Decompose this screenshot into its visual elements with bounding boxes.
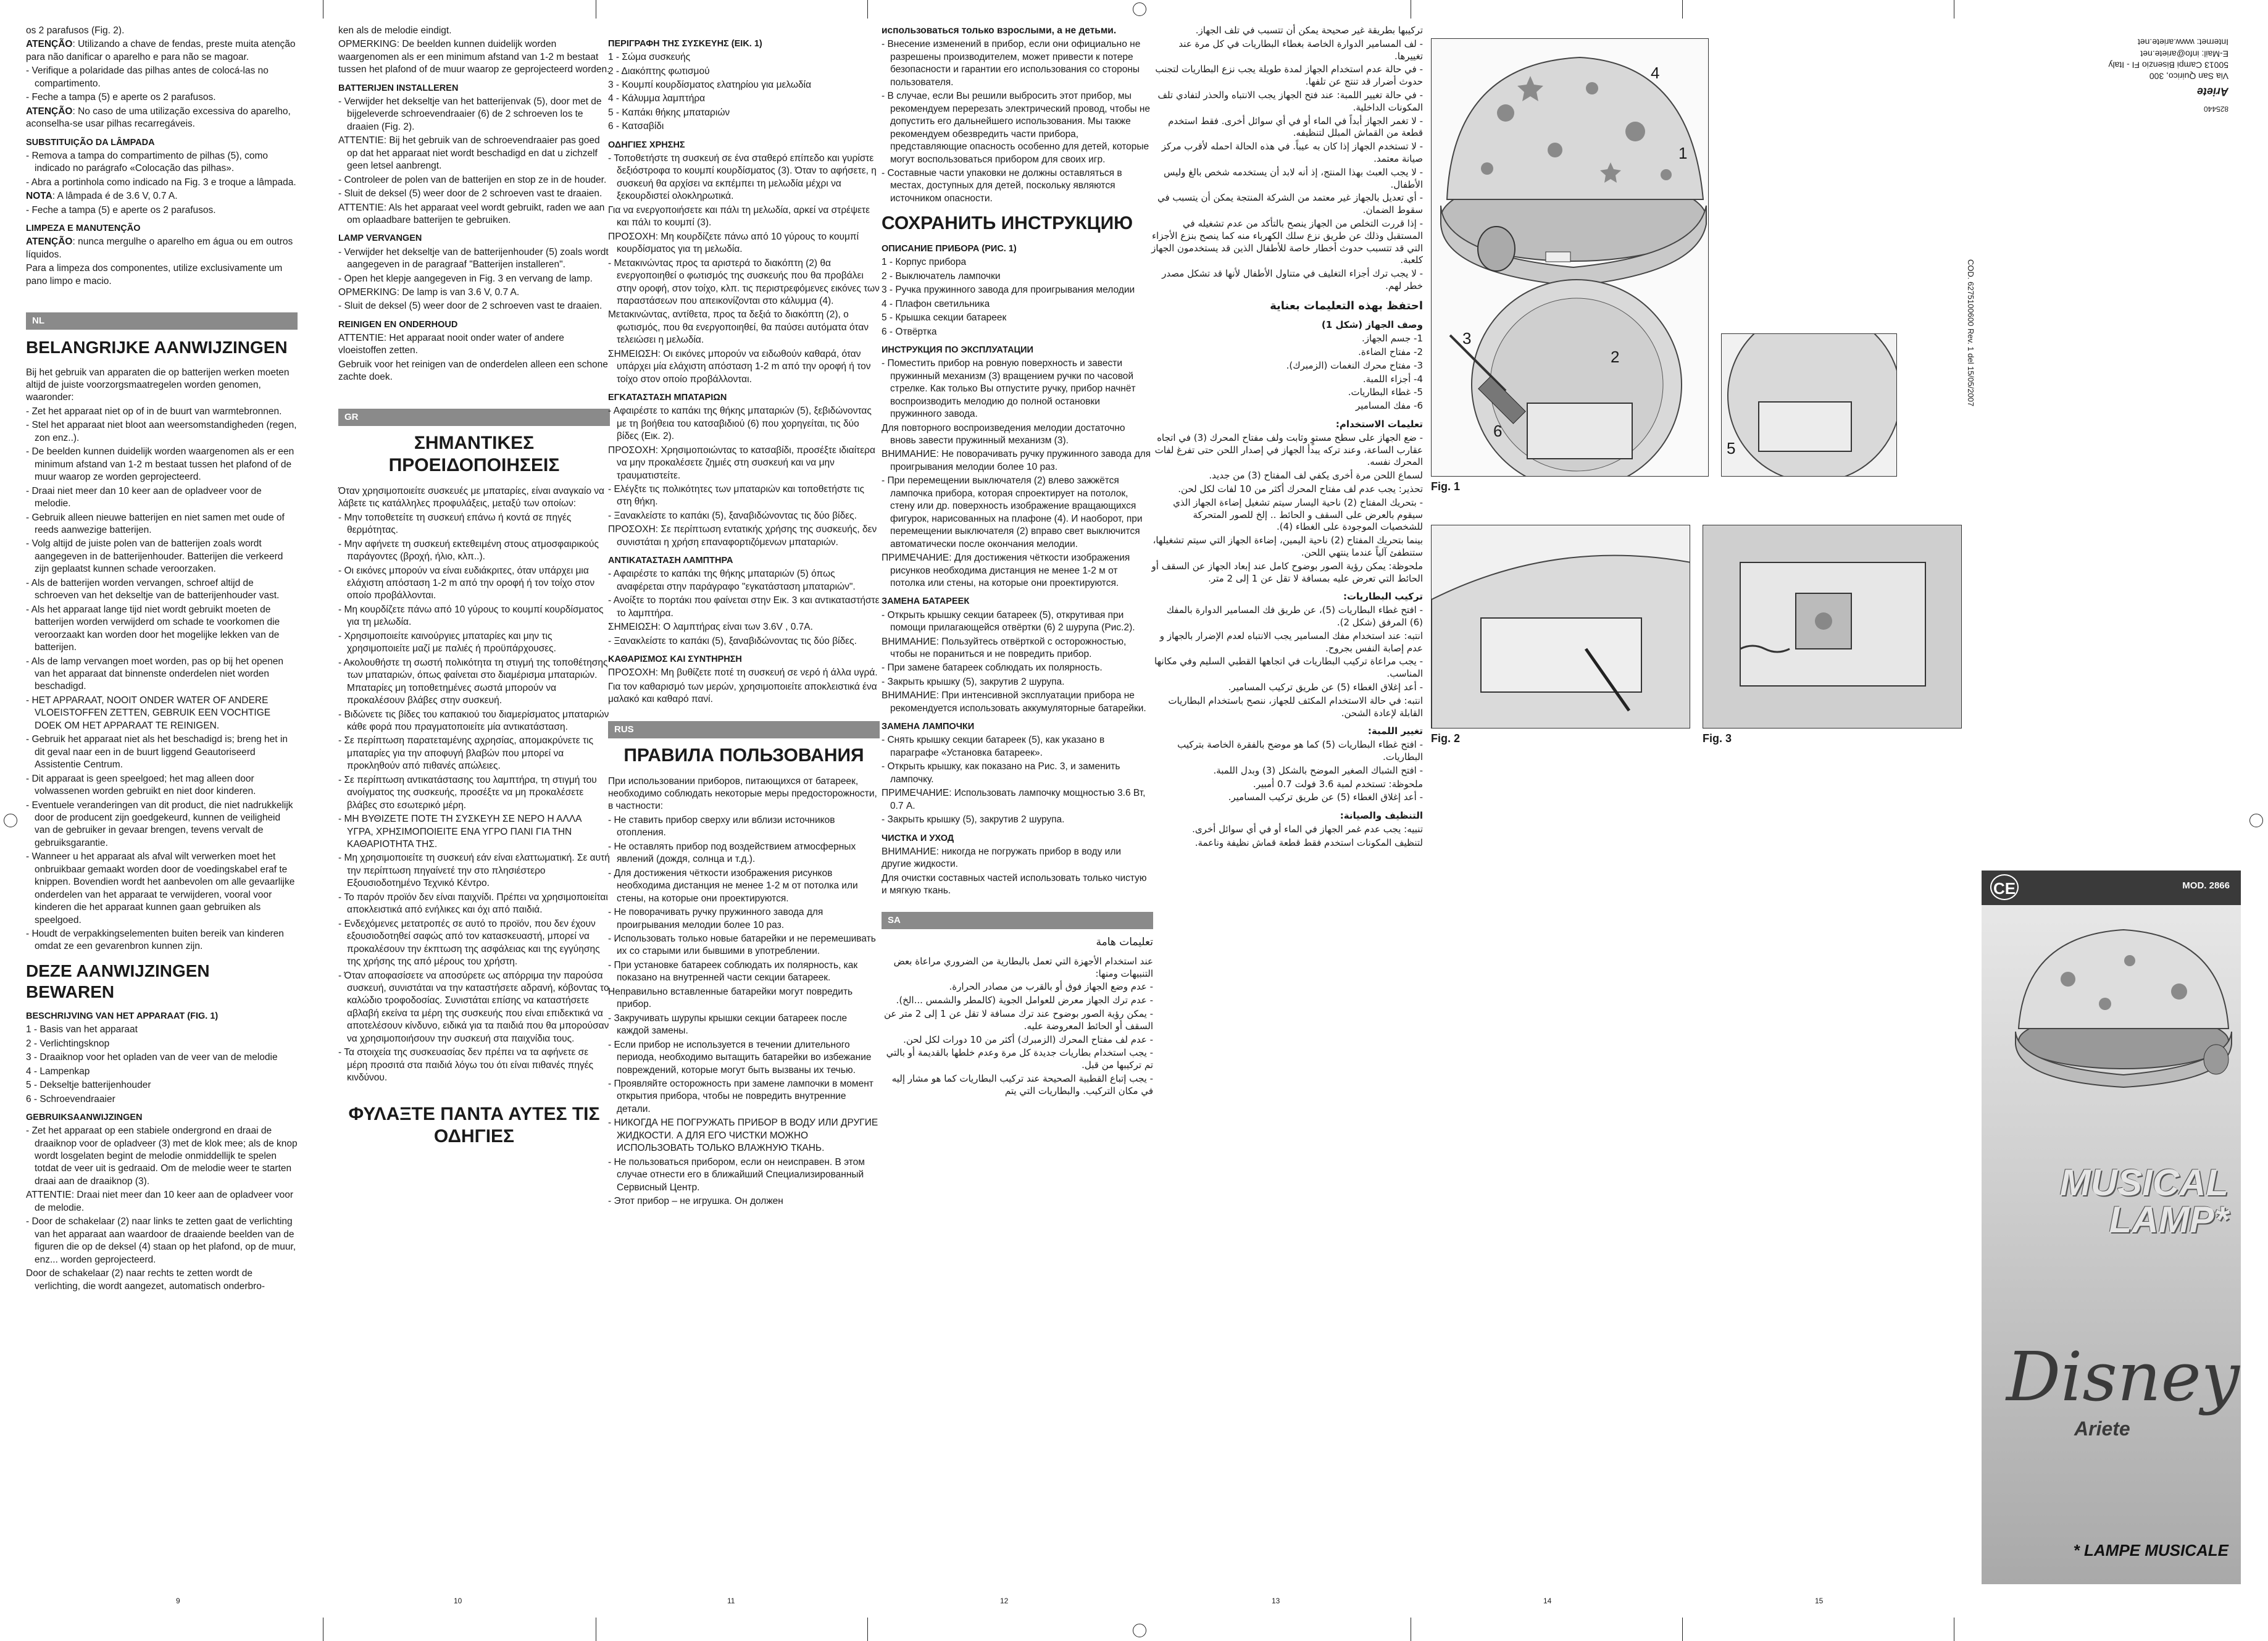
list-item: - في حالة عدم استخدام الجهاز لمدة طويلة يجب نزع البطاريات لتجنب حدوث أضرار قد تنتج عن تلفها. <box>1155 64 1423 88</box>
page-number: 9 <box>176 1597 180 1605</box>
sa-clean-1: تنبيه: يجب عدم غمر الجهاز في الماء أو في أي سوائل أخرى. <box>1192 823 1423 835</box>
list-item: 6 - Отвёртка <box>882 326 937 337</box>
ru-warnings-cont <box>882 38 1153 205</box>
list-item: - بتحريك المفتاح (2) ناحية اليسار سيتم تشغيل إضاءة الجهاز الذي سيقوم بالعرض على السقف و الحائط .. إلخ للصور المتحركة للشخصيات الموجودة على الغطاء (4). <box>1173 496 1423 533</box>
gr-intro: Όταν χρησιμοποιείτε συσκευές με μπαταρίες, είναι αναγκαίο να λάβετε τις κατάλληλες προφυλάξεις, μεταξύ των οποίων: <box>338 485 604 509</box>
crop-mark <box>1682 0 1683 19</box>
page-number: 15 <box>1815 1597 1824 1605</box>
pt-bullet: - Feche a tampa (5) e aperte os 2 parafusos. <box>26 204 216 215</box>
list-item: ΠΡΟΣΟΧΗ: Μη κουρδίζετε πάνω από 10 γύρους το κουμπί κουρδίσματος για τη μελωδία. <box>608 231 859 255</box>
ru-heading-bat: ЗАМЕНА БАТАРЕЕК <box>882 596 970 607</box>
list-item: 4 - Плафон светильника <box>882 298 990 309</box>
nl-heading-clean: REINIGEN EN ONDERHOUD <box>338 319 458 330</box>
gr-warnings-list <box>338 512 610 1085</box>
list-item: - Als de batterijen worden vervangen, schroef altijd de schroeven van het dekseltje van de batterijenhouder vast. <box>26 577 280 601</box>
list-item: - عدم لف مفتاح المحرك (الزمبرك) أكثر من 10 دورات لكل لحن. <box>903 1033 1153 1045</box>
list-item: - أعد إغلاق الغطاء (5) عن طريق تركيب المسامير. <box>1228 791 1423 803</box>
list-item: ATTENTIE: Bij het gebruik van de schroevendraaier pas goed op dat het apparaat niet wordt beschadigd en dat u zichzelf geen letsel aanbrengt. <box>338 135 600 172</box>
list-item: - Этот прибор – не игрушка. Он должен <box>608 1196 783 1207</box>
sa-use-list <box>1151 432 1423 585</box>
list-item: - في حالة تغيير اللمبة: عند فتح الجهاز يجب الانتباه والحذر لتفادي تلف المكونات الداخلية. <box>1157 89 1423 113</box>
list-item: - يمكن رؤية الصور بوضوح عند ترك مسافة لا تقل عن 1 إلى 2 متر عن السقف أو الحائط المعروضة عليه. <box>884 1008 1153 1032</box>
ru-intro: При использовании приборов, питающихся от батареек, необходимо соблюдать некоторые меры предосторожности, в частности: <box>608 775 877 812</box>
list-item: 3 - Κουμπί κουρδίσματος ελατηρίου για μελωδία <box>608 80 812 91</box>
list-item: - Door de schakelaar (2) naar links te zetten gaat de verlichting van het apparaat aan waardoor de draaiende beelden van de figuren die op de deksel (4) staan op het plafond, op de muur, enz... worden geprojecteerd. <box>26 1216 296 1265</box>
list-item: ملحوظة: تستخدم لمبة 3.6 فولت 0.7 أمبير. <box>1253 778 1423 790</box>
list-item: Для повторного воспроизведения мелодии достаточно вновь завести пружинный механизм (3). <box>882 422 1125 446</box>
list-item: 1 - Корпус прибора <box>882 257 967 268</box>
list-item: - Zet het apparaat niet op of in de buurt van warmtebronnen. <box>26 406 282 417</box>
registration-mark <box>1133 2 1146 16</box>
list-item: - Verwijder het dekseltje van de batterijenhouder (5) zoals wordt aangegeven in de paragraaf "Batterijen installeren". <box>338 246 609 270</box>
callout-1: 1 <box>1678 144 1688 162</box>
product-title <box>2060 1164 2228 1238</box>
callout-5: 5 <box>1727 439 1736 457</box>
list-item: - افتح غطاء البطاريات (5) كما هو موضح بالفقرة الخاصة بتركيب البطاريات. <box>1177 739 1423 762</box>
list-item: ВНИМАНИЕ: Пользуйтесь отвёрткой с осторожностью, чтобы не пораниться и не повредить прибор. <box>882 636 1127 659</box>
list-item: 3 - Draaiknop voor het opladen van de veer van de melodie <box>26 1052 278 1063</box>
gr-bat-list <box>608 405 880 549</box>
list-item: 6 - Schroevendraaier <box>26 1093 115 1104</box>
list-item: - Для достижения чёткости изображения рисунков необходима дистанция не менее 1-2 м от потолка или стены, на которые они проектируются. <box>608 867 858 904</box>
pt-bullet: - Remova a tampa do compartimento de pilhas (5), como indicado no parágrafo «Colocação das pilhas». <box>26 150 268 174</box>
list-item: - ΜΗ ΒΥΘΙΖΕΤΕ ΠΟΤΕ ΤΗ ΣΥΣΚΕΥΗ ΣΕ ΝΕΡΟ Η ΑΛΛΑ ΥΓΡΑ, ΧΡΗΣΙΜΟΠΟΙΕΙΤΕ ΕΝΑ ΥΓΡΟ ΠΑΝΙ ΓΙΑ ΤΗΝ ΚΑΘΑΡΙΟΤΗΤΑ ΤΗΣ. <box>338 814 582 850</box>
title-line-1: MUSICAL <box>2059 1162 2228 1203</box>
column-nl-gr <box>338 25 610 1156</box>
list-item: - Σε περίπτωση παρατεταμένης αχρησίας, απομακρύνετε τις μπαταρίες για την αποφυγή βλαβών που μπορεί να προκληθούν από πιθανές απώλειες. <box>338 735 594 772</box>
gr-clean-2: Για τον καθαρισμό των μερών, χρησιμοποιείτε αποκλειστικά ένα μαλακό και καθαρό πανί. <box>608 681 877 705</box>
list-item: - Οι εικόνες μπορούν να είναι ευδιάκριτες, όταν υπάρχει μια ελάχιστη απόσταση 1-2 m από την οροφή ή τον τοίχο στον οποίο προβάλλονται. <box>338 565 595 601</box>
nl-clean-2: Gebruik voor het reinigen van de onderdelen alleen een schone zachte doek. <box>338 359 608 383</box>
list-item: - Gebruik alleen nieuwe batterijen en niet samen met oude of reeds aanwezige batterijen. <box>26 512 285 535</box>
list-item: ATTENTIE: Als het apparaat veel wordt gebruikt, raden we aan om oplaadbare batterijen te gebruiken. <box>338 202 605 226</box>
print-code: 825440 <box>2203 104 2228 114</box>
list-item: 5 - Крышка секции батареек <box>882 312 1007 324</box>
list-item: - Ενδεχόμενες μετατροπές σε αυτό το προϊόν, που δεν έχουν εξουσιοδοτηθεί σαφώς από τον κατασκευαστή, μπορεί να προκαλέσουν την έκπτωση της ασφάλειας και της εγγύησης της χρήσης της από μέρους του χρήστη. <box>338 918 600 967</box>
model-number: MOD. 2866 <box>2182 880 2230 891</box>
ce-mark: CE <box>1990 874 2019 900</box>
ru-bat-list <box>882 609 1153 716</box>
list-item: - Μη κουρδίζετε πάνω από 10 γύρους το κουμπί κουρδίσματος για τη μελωδία. <box>338 604 604 628</box>
nl-heading-lamp: LAMP VERVANGEN <box>338 233 422 244</box>
list-item: 5- غطاء البطاريات. <box>1348 386 1423 398</box>
list-item: - Не поворачивать ручку пружинного завода для проигрывания мелодии более 10 раз. <box>608 907 823 930</box>
list-item: 2 - Διακόπτης φωτισμού <box>608 65 710 77</box>
list-item: - Αφαιρέστε το καπάκι της θήκης μπαταριών (5), ξεβιδώνοντας με τη βοήθεια του κατσαβιδιού (6) που χορηγείται, τις δύο βίδες (Εικ. 2). <box>608 406 872 442</box>
ru-heading-desc: ОПИСАНИЕ ПРИБОРА (РИС. 1) <box>882 244 1017 254</box>
sa-warnings-cont <box>1151 25 1423 293</box>
nl-heading-desc: BESCHRIJVING VAN HET APPARAAT (FIG. 1) <box>26 1011 219 1022</box>
figure-1-bottom-view <box>1721 333 1897 477</box>
list-item: - Закрыть крышку (5), закрутив 2 шурупа. <box>882 676 1065 687</box>
pt-note: NOTA: A lâmpada é de 3.6 V, 0.7 A. <box>26 191 178 202</box>
nl-intro: Bij het gebruik van apparaten die op batterijen werken moeten altijd de juiste voorzorgsmaatregelen worden genomen, waaronder: <box>26 367 290 403</box>
list-item: - Μετακινώντας προς τα αριστερά το διακόπτη (2) θα ενεργοποιηθεί ο φωτισμός της συσκευής που θα προβάλει στην οροφή, στον τοίχο, κλπ. τις περιστρεφόμενες εικόνες των παραστάσεων που απεικονίζονται στο κάλυμμα (4). <box>608 257 880 306</box>
pt-bullet: - Verifique a polaridade das pilhas antes de colocá-las no compartimento. <box>26 65 269 89</box>
list-item: - Βιδώνετε τις βίδες του καπακιού του διαμερίσματος μπαταριών κάθε φορά που πραγματοποιείτε μία αντικατάσταση. <box>338 709 609 732</box>
list-item: - Открыть крышку, как показано на Рис. 3, и заменить лампочку. <box>882 761 1120 785</box>
pt-intro: os 2 parafusos (Fig. 2). <box>26 25 125 36</box>
fig1-label: Fig. 1 <box>1431 480 1461 493</box>
title-line-2: LAMP* <box>2109 1199 2228 1240</box>
list-item: ATTENTIE: Draai niet meer dan 10 keer aan de opladveer voor de melodie. <box>26 1190 294 1213</box>
page-number: 11 <box>727 1597 735 1605</box>
list-item: - Поместить прибор на ровную поверхность и завести пружинный механизм (3) вращением ручки по часовой стрелке. Как только Вы отпустите ручку, прибор начнёт воспроизводить мелодию до полной остановки пружинного завода. <box>882 358 1136 420</box>
pt-heading-clean: LIMPEZA E MANUTENÇÃO <box>26 223 141 234</box>
list-item: - Volg altijd de juiste polen van de batterijen zoals wordt aangegeven in de batterijenhouder. Batterijen die verkeerd zijn geplaatst kunnen schade veroorzaken. <box>26 538 283 575</box>
ru-clean-1: ВНИМАНИЕ: никогда не погружать прибор в воду или другие жидкости. <box>882 846 1122 870</box>
callout-3: 3 <box>1462 329 1472 348</box>
page-number: 13 <box>1272 1597 1280 1605</box>
nl-bat-list <box>338 96 610 227</box>
ru-title: ПРАВИЛА ПОЛЬЗОВАНИЯ <box>623 745 864 766</box>
sa-clean-2: لتنظيف المكونات استخدم فقط قطعة قماش نظيفة وناعمة. <box>1194 837 1423 848</box>
callout-6: 6 <box>1493 422 1503 440</box>
list-item: لسماع اللحن مرة أخرى يكفي لف المفتاح (3) من جديد. <box>1209 470 1423 482</box>
list-item: - لا تغمر الجهاز أبداً في الماء أو في أي سوائل أخرى. فقط استخدم قطعة من القماش المبلل لتنظيفه. <box>1168 115 1423 139</box>
crop-mark <box>867 1618 868 1641</box>
sa-bat-list <box>1151 604 1423 719</box>
list-item: - Τοποθετήστε τη συσκευή σε ένα σταθερό επίπεδο και γυρίστε δεξιόστροφα το κουμπί κουρδίσματος (3). Όταν το αφήσετε, η συσκευή θα αρχίσει να εκπέμπει τη μελωδία μέχρι να ξεκουρδιστεί ολοκληρωτικά. <box>608 152 877 202</box>
list-item: ПРИМЕЧАНИЕ: Использовать лампочку мощностью 3.6 Вт, 0.7 А. <box>882 788 1146 811</box>
list-item: ΠΡΟΣΟΧΗ: Χρησιμοποιώντας το κατσαβίδι, προσέξτε ιδιαίτερα να μην προκαλέσετε ζημιές στη συσκευή και να μην τραυματιστείτε. <box>608 445 875 481</box>
list-item: ВНИМАНИЕ: Не поворачивать ручку пружинного завода для проигрывания мелодии более 10 раз. <box>882 449 1151 472</box>
nl-cont: ken als de melodie eindigt. <box>338 25 452 36</box>
list-item: - Открыть крышку секции батареек (5), открутивая при помощи прилагающейся отвёртки (6) 2 шурупа (Рис.2). <box>882 609 1135 633</box>
sa-heading-desc: وصف الجهاز (شكل 1) <box>1321 319 1423 331</box>
list-item: - Sluit de deksel (5) weer door de 2 schroeven vast te draaien. <box>338 301 602 312</box>
registration-mark <box>1133 1624 1146 1637</box>
nl-note: OPMERKING: De beelden kunnen duidelijk worden waargenomen als er een minimum afstand van 1-2 m bestaat tussen het plafond of de muur waarop ze geprojecteerd worden. <box>338 39 610 75</box>
figure-1 <box>1431 38 1709 477</box>
figure-3 <box>1703 525 1962 729</box>
gr-lamp-list <box>608 568 880 648</box>
nl-warnings-list <box>26 406 298 953</box>
pt-bullet: - Abra a portinhola como indicado na Fig. 3 e troque a lâmpada. <box>26 177 296 188</box>
gr-heading-use: ΟΔΗΓΙΕΣ ΧΡΗΣΗΣ <box>608 140 685 150</box>
column-sa <box>1151 25 1423 851</box>
pt-attention-1: ATENÇÃO: Utilizando a chave de fendas, preste muita atenção para não danificar o aparelho e para não se magoar. <box>26 39 296 62</box>
gr-language-tag: GR <box>338 409 610 426</box>
list-item: Μετακινώντας, αντίθετα, προς τα δεξιά το διακόπτη (2), ο φωτισμός, που θα ενεργοποιηθεί, θα παύσει αυτόματα όταν τελειώσει η μελωδία. <box>608 309 869 346</box>
imprint-block <box>2056 37 2228 114</box>
column-pt-nl <box>26 25 298 1294</box>
list-item: - ضع الجهاز على سطح مستوٍ وثابت ولف مفتاح المحرك (3) في اتجاه عقارب الساعة، وعند تركه يبدأ الجهاز في إصدار اللحن حتى تفرغ لفات المحرك نفسه. <box>1154 432 1423 468</box>
nl-title: BELANGRIJKE AANWIJZINGEN <box>26 337 288 357</box>
list-item: - Μην τοποθετείτε τη συσκευή επάνω ή κοντά σε πηγές θερμότητας. <box>338 512 572 536</box>
list-item: 4 - Lampenkap <box>26 1066 90 1077</box>
list-item: - لا يجب العبث بهذا المنتج، إذ أنه لابد أن يستخدمه شخص بالغ وليس الأطفال. <box>1163 166 1423 190</box>
list-item: - При установке батареек соблюдать их полярность, как показано на внутренней части секции батареек. <box>608 959 858 983</box>
nl-lamp-list <box>338 246 610 313</box>
lampe-musicale: * LAMPE MUSICALE <box>2073 1541 2228 1560</box>
ru-heading-clean: ЧИСТКА И УХОД <box>882 833 954 843</box>
list-item: - عدم وضع الجهاز فوق أو بالقرب من مصادر الحرارة. <box>949 981 1153 993</box>
list-item: - لا تستخدم الجهاز إذا كان به عيباً. في هذه الحالة احمله لأقرب مركز صيانة معتمد. <box>1161 141 1423 164</box>
list-item: Неправильно вставленные батарейки могут повредить прибор. <box>608 986 853 1010</box>
list-item: - Не пользоваться прибором, если он неисправен. В этом случае отнести его в ближайший Специализированный Сервисный Центр. <box>608 1156 865 1193</box>
address-3: E-Mail: info@ariete.net <box>2140 49 2228 59</box>
gr-heading-lamp: ΑΝΤΙΚΑΤΑΣΤΑΣΗ ΛΑΜΠΤΗΡΑ <box>608 556 733 566</box>
nl-language-tag: NL <box>26 312 298 330</box>
gr-heading-bat: ΕΓΚΑΤΑΣΤΑΣΗ ΜΠΑΤΑΡΙΩΝ <box>608 393 727 403</box>
sa-lamp-list <box>1151 739 1423 804</box>
column-ru-sa <box>882 25 1153 1099</box>
ariete-logo: Ariete <box>2074 1418 2130 1440</box>
list-item: - Χρησιμοποιείτε καινούργιες μπαταρίες και μην τις χρησιμοποιείτε μαζί με παλιές ή προϋπάρχουσες. <box>338 630 556 654</box>
brand-name: Ariete <box>2196 86 2228 99</box>
gr-clean-1: ΠΡΟΣΟΧΗ: Μη βυθίζετε ποτέ τη συσκευή σε νερό ή άλλα υγρά. <box>608 667 878 679</box>
list-item: - افتح غطاء البطاريات (5)، عن طريق فك المسامير الدوارة بالمفك (6) المرفق (شكل 2). <box>1166 604 1423 628</box>
list-item: 5 - Dekseltje batterijenhouder <box>26 1080 151 1091</box>
disney-logo: Disney <box>2006 1337 2240 1416</box>
list-item: 6- مفك المسامير <box>1356 400 1423 412</box>
ru-heading-use: ИНСТРУКЦИЯ ПО ЭКСПЛУАТАЦИИ <box>882 345 1033 356</box>
list-item: Door de schakelaar (2) naar rechts te zetten wordt de verlichting, die wordt aangezet, automatisch onderbro- <box>26 1268 265 1292</box>
list-item: - Controleer de polen van de batterijen en stop ze in de houder. <box>338 174 607 185</box>
pt-attention-3: ATENÇÃO: nunca mergulhe o aparelho em água ou em outros líquidos. <box>26 236 293 260</box>
list-item: - لف المسامير الدوارة الخاصة بغطاء البطاريات في كل مرة عند تغييرها. <box>1178 38 1423 62</box>
list-item: - Μην αφήνετε τη συσκευή εκτεθειμένη στους ατμοσφαιρικούς παράγοντες (βροχή, ήλιο, κλπ..). <box>338 538 599 562</box>
list-item: 1 - Σώμα συσκευής <box>608 52 691 63</box>
list-item: - Αφαιρέστε το καπάκι της θήκης μπαταριών (5) όπως αναφέρεται στην παράγραφο "εγκατάσταση μπαταριών". <box>608 569 856 592</box>
sa-title: تعليمات هامة <box>1096 936 1153 949</box>
registration-mark <box>4 814 17 827</box>
list-item: - أي تعديل بالجهاز غير معتمد من الشركة المنتجة يمكن أن يتسبب في سقوط الضمان. <box>1157 192 1423 216</box>
list-item: - Использовать только новые батарейки и не перемешивать их со старыми или бывшими в употреблении. <box>608 933 876 957</box>
sa-heading-use: تعليمات الاستخدام: <box>1335 419 1423 430</box>
cover-panel <box>1982 905 2241 1584</box>
bottom-view-illustration <box>1722 334 1897 477</box>
page-number: 14 <box>1543 1597 1552 1605</box>
list-item: - Ακολουθήστε τη σωστή πολικότητα τη στιγμή της τοποθέτησης των μπαταριών, όπως φαίνεται στο διαμέρισμα μπαταριών. Μπαταρίες μη τοποθετημένες σωστά μπορούν να προκαλέσουν βλάβες στην συσκευή. <box>338 657 608 706</box>
sa-keep-instructions: احتفظ بهذه التعليمات بعناية <box>1270 299 1423 312</box>
list-item: ПРИМЕЧАНИЕ: Для достижения чёткости изображения рисунков необходима дистанция не менее 1-2 м от потолка или стены, на которые они проектируются. <box>882 553 1130 589</box>
list-item: - HET APPARAAT, NOOIT ONDER WATER OF ANDERE VLOEISTOFFEN ZETTEN, GEBRUIK EEN VOCHTIGE DOEK OM HET APPARAAT TE REINIGEN. <box>26 695 271 731</box>
gr-keep-instructions: ΦΥΛΑΞΤΕ ΠΑΝΤΑ ΑΥΤΕΣ ΤΙΣ ΟΔΗΓΙΕΣ <box>348 1103 600 1146</box>
list-item: - В случае, если Вы решили выбросить этот прибор, мы рекомендуем перерезать электрический провод, чтобы не допустить его дальнейшего использования. Мы также рекомендуем обезвредить части прибора, представляющие опасность особенно для детей, которые могут воспользоваться прибором для своих игр. <box>882 91 1151 165</box>
nl-clean-1: ATTENTIE: Het apparaat nooit onder water of andere vloeistoffen zetten. <box>338 332 564 356</box>
list-item: - يجب مراعاة تركيب البطاريات في اتجاهها القطبي السليم وفي مكانها المناسب. <box>1154 656 1423 680</box>
list-item: - لا يجب ترك أجزاء التغليف في متناول الأطفال لأنها قد تشكل مصدر خطر لهم. <box>1162 268 1423 291</box>
list-item: - يجب إتباع القطبية الصحيحة عند تركيب البطاريات كما هو مشار إليه في مكان التركيب. والبطاريات التي يتم <box>891 1073 1153 1096</box>
list-item: - Снять крышку секции батареек (5), как указано в параграфе «Установка батареек». <box>882 735 1105 758</box>
list-item: - Ξανακλείστε το καπάκι (5), ξαναβιδώνοντας τις δύο βίδες. <box>608 510 857 521</box>
list-item: - أعد إغلاق الغطاء (5) عن طريق تركيب المسامير. <box>1228 682 1423 693</box>
registration-mark <box>2249 814 2263 827</box>
ru-heading-lamp: ЗАМЕНА ЛАМПОЧКИ <box>882 722 975 732</box>
list-item: 2- مفتاح الضاءة. <box>1358 346 1423 358</box>
crop-mark <box>867 0 868 19</box>
list-item: - При перемещении выключателя (2) влево зажжётся лампочка прибора, которая спроектирует на потолок, стену или др. поверхность изображение вращающихся фигурок, нарисованных на плафоне (4). И наоборот, при перемещении выключателя (2) вправо свет выключится автоматически после окончания мелодии. <box>882 475 1143 549</box>
fig2-label: Fig. 2 <box>1431 732 1461 745</box>
list-item: - Stel het apparaat niet bloot aan weersomstandigheden (regen, zon enz..). <box>26 420 297 443</box>
list-item: - Μη χρησιμοποιείτε τη συσκευή εάν είναι ελαττωματική. Σε αυτή την περίπτωση πηγαίνετέ την στο πλησιέστερο Εξουσιοδοτημένο Τεχνικό Κέντρο. <box>338 853 610 889</box>
imprint-cod: COD. 6275100600 Rev. 1 del 15/05/2007 <box>1966 259 1975 407</box>
nl-keep-instructions: DEZE AANWIJZINGEN BEWAREN <box>26 961 210 1001</box>
cover-band <box>1982 871 2241 905</box>
list-item: - Ξανακλείστε το καπάκι (5), ξαναβιδώνοντας τις δύο βίδες. <box>608 635 857 646</box>
list-item: - Проявляйте осторожность при замене лампочки в момент открытия прибора, чтобы не повредить внутренние детали. <box>608 1078 873 1114</box>
sa-language-tag: SA <box>882 912 1153 929</box>
ru-lamp-list <box>882 734 1153 826</box>
list-item: Για να ενεργοποιήσετε και πάλι τη μελωδία, αρκεί να στρέψετε και πάλι το κουμπί (3). <box>608 204 870 228</box>
list-item: OPMERKING: De lamp is van 3.6 V, 0.7 A. <box>338 286 520 298</box>
list-item: 6 - Κατσαβίδι <box>608 121 664 132</box>
list-item: 2 - Verlichtingsknop <box>26 1038 110 1049</box>
list-item: 3- مفتاح محرك النغمات (الزمبرك). <box>1286 359 1423 371</box>
list-item: - Όταν αποφασίσετε να αποσύρετε ως απόρριμα την παρούσα συσκευή, συνιστάται να την καταστήσετε αδρανή, κόβοντας το καλώδιο τροφοδοσίας. Συνιστάται επίσης να καταστήσετε αβλαβή εκείνα τα μέρη της συσκευής που είναι επιδεκτικά να αποτελέσουν κίνδυνο, ειδικά για τα παιδιά που θα μπορούσαν να χρησιμοποιήσουν την συσκευή στα παιχνίδια τους. <box>338 970 609 1044</box>
page-number: 10 <box>454 1597 462 1605</box>
gr-desc-list <box>608 51 880 133</box>
callout-4: 4 <box>1651 64 1660 82</box>
gr-title: ΣΗΜΑΝΤΙΚΕΣ ΠΡΟΕΙΔΟΠΟΙΗΣΕΙΣ <box>388 432 560 475</box>
list-item: 1- جسم الجهاز. <box>1361 333 1423 344</box>
list-item: ΣΗΜΕΙΩΣΗ: Οι εικόνες μπορούν να ειδωθούν καθαρά, όταν υπάρχει μία ελάχιστη απόσταση 1-2 m από την οροφή ή τον τοίχο στον οποίο προβάλλονται. <box>608 348 871 385</box>
list-item: 5 - Καπάκι θήκης μπαταριών <box>608 107 730 118</box>
list-item: - Dit apparaat is geen speelgoed; het mag alleen door volwassenen worden gebruikt en niet door kinderen. <box>26 773 256 797</box>
pt-clean: Para a limpeza dos componentes, utilize exclusivamente um pano limpo e macio. <box>26 263 283 286</box>
list-item: تحذير: يجب عدم لف مفتاح المحرك أكثر من 10 لفات لكل لحن. <box>1178 483 1423 495</box>
list-item: - إذا قررت التخلص من الجهاز ينصح بالتأكد من عدم تشغيله في المستقبل وذلك عن طريق نزع سلك الكهرباء منه كما ينصح بنزع الأجزاء التي قد تتسبب حدوث أخطار خاصة للأطفال الذين قد يستخدمون الجهاز كلعبة. <box>1151 217 1423 266</box>
list-item: ملحوظة: يمكن رؤية الصور بوضوح كامل عند إبعاد الجهاز عن السقف أو الحائط التي تعرض عليه بمسافة لا تقل عن 1 إلى 2 متر. <box>1151 560 1423 584</box>
list-item: - Ελέγξτε τις πολικότητες των μπαταριών και τοποθετήστε τις στη θήκη. <box>608 483 864 507</box>
nl-use-list <box>26 1125 298 1293</box>
list-item: - Внесение изменений в прибор, если они официально не разрешены производителем, может привести к потере безопасности и гарантии его использования со стороны пользователя. <box>882 39 1141 88</box>
list-item: انتبه: عند استخدام مفك المسامير يجب الانتباه لعدم الإضرار بالجهاز و عدم إصابة النفس بجروح. <box>1159 630 1423 654</box>
list-item: 4 - Κάλυμμα λαμπτήρα <box>608 93 706 104</box>
address-1: Via San Quirico, 300 <box>2149 71 2228 81</box>
callout-2: 2 <box>1611 348 1620 366</box>
ru-language-tag: RUS <box>608 721 880 738</box>
list-item: - Σε περίπτωση αντικατάστασης του λαμπτήρα, τη στιγμή του ανοίγματος της συσκευής, προσέξτε να μη προκαλέσετε βλάβες στο εσωτερικό μέρη. <box>338 774 597 811</box>
pt-attention-2: ATENÇÃO: No caso de uma utilização excessiva do aparelho, aconselha-se usar pilhas recarregáveis. <box>26 106 291 130</box>
list-item: - Не ставить прибор сверху или вблизи источников отопления. <box>608 814 835 838</box>
lamp-door-illustration <box>1703 525 1962 729</box>
list-item: - Als de lamp vervangen moet worden, pas op bij het openen van het apparaat dat binnenste onderdelen niet worden beschadigd. <box>26 656 284 692</box>
list-item: - Τα στοιχεία της συσκευασίας δεν πρέπει να τα αφήνετε σε μέρη προσιτά στα παιδιά λόγω του ότι είναι πιθανές πηγές κινδύνου. <box>338 1047 594 1084</box>
ru-keep-instructions: СОХРАНИТЬ ИНСТРУКЦИЮ <box>882 213 1133 234</box>
address-2: 50013 Campi Bisenzio FI - Italy <box>2108 60 2228 70</box>
list-item: - НИКОГДА НЕ ПОГРУЖАТЬ ПРИБОР В ВОДУ ИЛИ ДРУГИЕ ЖИДКОСТИ. А ДЛЯ ЕГО ЧИСТКИ МОЖНО ИСПОЛЬЗОВАТЬ ТОЛЬКО ВЛАЖНУЮ ТКАНЬ. <box>608 1117 878 1154</box>
address-4: Internet: www.ariete.net <box>2137 38 2228 48</box>
list-item: ΠΡΟΣΟΧΗ: Σε περίπτωση εντατικής χρήσης της συσκευής, δεν συνιστάται η χρήση επαναφορτιζόμενων μπαταριών. <box>608 524 877 548</box>
list-item: - Houdt de verpakkingselementen buiten bereik van kinderen omdat ze een gevarenbron kunnen zijn. <box>26 929 284 952</box>
list-item: - De beelden kunnen duidelijk worden waargenomen als er een minimum afstand van 1-2 m bestaat tussen het plafond of de muur waarop ze worden geprojecteerd. <box>26 446 294 483</box>
list-item: - Eventuele veranderingen van dit product, die niet nadrukkelijk door de producent zijn goedgekeurd, kunnen de veiligheid van de gebruiker in gevaar brengen, tevens vervalt de gebruiksgarantie. <box>26 800 293 848</box>
list-item: - Если прибор не используется в течении длительного периода, необходимо вытащить батарейки во избежание повреждений, которые могут быть вызваны их течью. <box>608 1039 872 1075</box>
list-item: ВНИМАНИЕ: При интенсивной эксплуатации прибора не рекомендуется использовать аккумуляторные батарейки. <box>882 690 1146 714</box>
list-item: 3 - Ручка пружинного завода для проигрывания мелодии <box>882 285 1135 296</box>
list-item: - При замене батареек соблюдать их полярность. <box>882 662 1103 674</box>
pt-heading-lamp: SUBSTITUIÇÃO DA LÂMPADA <box>26 137 155 148</box>
list-item: - Закрыть крышку (5), закрутив 2 шурупа. <box>882 814 1065 825</box>
pt-bullet: - Feche a tampa (5) e aperte os 2 parafusos. <box>26 92 216 103</box>
list-item: - Gebruik het apparaat niet als het beschadigd is; breng het in dit geval naar een in de buurt liggend Geautoriseerd Assistentie Centrum. <box>26 734 288 770</box>
sa-heading-bat: تركيب البطاريات: <box>1343 591 1423 603</box>
list-item: - Zet het apparaat op een stabiele ondergrond en draai de draaiknop voor de opladveer (3) met de klok mee; als de knop wordt losgelaten begint de melodie onmiddellijk te spelen totdat de veer uit is gedraaid. Om de melodie weer te starten draai aan de draaiknop (3). <box>26 1125 298 1187</box>
list-item: - Ανοίξτε το πορτάκι που φαίνεται στην Εικ. 3 και αντικαταστήστε το λαμπτήρα. <box>608 595 880 619</box>
list-item: ΣΗΜΕΙΩΣΗ: Ο λαμπτήρας είναι των 3.6V , 0.7A. <box>608 622 813 633</box>
sa-warnings-list <box>882 981 1153 1097</box>
gr-use-list <box>608 152 880 386</box>
gr-heading-desc: ΠΕΡΙΓΡΑΦΗ ΤΗΣ ΣΥΣΚΕΥΗΣ (ΕΙΚ. 1) <box>608 39 762 49</box>
cover-lamp-illustration <box>1982 911 2241 1096</box>
list-item: - افتح الشباك الصغير الموضح بالشكل (3) وبدل اللمبة. <box>1213 764 1423 776</box>
list-item: بينما بتحريك المفتاح (2) ناحية اليمين، إضاءة الجهاز التي سيتم تشغيلها، ستنطفئ آلياً عندما ينتهي اللحن. <box>1153 535 1423 559</box>
crop-mark <box>1682 1618 1683 1641</box>
sa-heading-clean: التنظيف والصيانة: <box>1340 810 1423 822</box>
figure-2 <box>1431 525 1690 729</box>
ru-desc-list <box>882 256 1153 338</box>
list-item: - Составные части упаковки не должны оставляться в местах, доступных для детей, поскольку являются источником опасности. <box>882 167 1122 204</box>
sa-desc-list <box>1151 333 1423 412</box>
list-item: - Не оставлять прибор под воздействием атмосферных явлений (дождя, солнца и т.д.). <box>608 841 856 865</box>
list-item: - عدم ترك الجهاز معرض للعوامل الجوية (كالمطر والشمس ...الخ). <box>896 995 1153 1006</box>
nl-heading-bat: BATTERIJEN INSTALLEREN <box>338 83 459 93</box>
ru-cont: использоваться только взрослыми, а не детьми. <box>882 25 1117 36</box>
lamp-illustration <box>1432 39 1709 477</box>
battery-cover-illustration <box>1432 525 1690 729</box>
nl-heading-use: GEBRUIKSAANWIJZINGEN <box>26 1112 143 1122</box>
list-item: 4- أجزاء اللمبة. <box>1362 373 1423 385</box>
list-item: - Το παρόν προϊόν δεν είναι παιχνίδι. Πρέπει να χρησιμοποιείται αποκλειστικά από ενήλικες και όχι από παιδιά. <box>338 891 608 916</box>
ru-clean-2: Для очистки составных частей использовать только чистую и мягкую ткань. <box>882 872 1147 896</box>
list-item: - Als het apparaat lange tijd niet wordt gebruikt moeten de batterijen worden verwijderd om schade te voorkomen die veroorzaakt kan worden door het mogelijke lekken van de batterijen. <box>26 604 280 653</box>
fig3-label: Fig. 3 <box>1703 732 1732 745</box>
list-item: تركيبها بطريقة غير صحيحة يمكن أن تتسبب في تلف الجهاز. <box>1195 25 1423 36</box>
ru-use-list <box>882 357 1153 590</box>
list-item: - Wanneer u het apparaat als afval wilt verwerken moet het onbruikbaar gemaakt worden door de voedingskabel eraf te knippen. Bovendien wordt het aanbevolen om alle gevaarlijke onderdelen van het apparaat te verwijderen, vooral voor kinderen die het apparaat kunnen gaan gebruiken als speelgoed. <box>26 851 295 925</box>
nl-desc-list <box>26 1024 298 1106</box>
ru-warnings-list <box>608 814 880 1208</box>
list-item: 1 - Basis van het apparaat <box>26 1024 138 1035</box>
list-item: - Sluit de deksel (5) weer door de 2 schroeven vast te draaien. <box>338 188 602 199</box>
column-gr-ru <box>608 25 880 1209</box>
list-item: - Verwijder het dekseltje van het batterijenvak (5), door met de bijgeleverde schroevendraaier (6) de 2 schroeven los te draaien (Fig. 2). <box>338 96 602 132</box>
list-item: - Закручивать шурупы крышки секции батареек после каждой замены. <box>608 1013 848 1037</box>
list-item: - يجب استخدام بطاريات جديدة كل مرة وعدم خلطها بالقديمة أو بالتي تم تركيبها من قبل. <box>886 1047 1153 1071</box>
sa-heading-lamp: تغيير اللمبة: <box>1367 725 1423 737</box>
list-item: 2 - Выключатель лампочки <box>882 270 1001 282</box>
list-item: انتبه: في حالة الاستخدام المكثف للجهاز، ننصح باستخدام البطاريات القابلة لإعادة الشحن. <box>1168 695 1423 719</box>
list-item: - Draai niet meer dan 10 keer aan de opladveer voor de melodie. <box>26 485 262 509</box>
list-item: - Open het klepje aangegeven in Fig. 3 en vervang de lamp. <box>338 273 593 284</box>
sa-intro: عند استخدام الأجهزة التي تعمل بالبطارية من الضروري مراعاة بعض التنبيهات ومنها: <box>893 955 1153 979</box>
gr-heading-clean: ΚΑΘΑΡΙΣΜΟΣ ΚΑΙ ΣΥΝΤΗΡΗΣΗ <box>608 654 742 665</box>
page-number: 12 <box>1000 1597 1009 1605</box>
